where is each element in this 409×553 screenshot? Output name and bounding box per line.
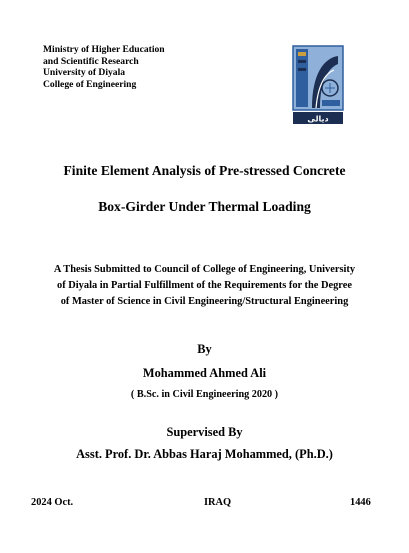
by-label: By <box>197 342 212 356</box>
title-line-1: Finite Element Analysis of Pre-stressed Concrete <box>63 163 346 178</box>
thesis-statement <box>0 262 409 310</box>
institution-line-research: and Scientific Research <box>43 55 139 67</box>
title-line-2: Box-Girder Under Thermal Loading <box>98 199 311 214</box>
thesis-line-2: of Diyala in Partial Fulfillment of the Requirements for the Degree <box>57 280 352 291</box>
footer-hijri-year: 1446 <box>350 497 371 508</box>
author-name: Mohammed Ahmed Ali <box>142 366 267 380</box>
institution-block <box>43 44 165 90</box>
institution-line-university: University of Diyala <box>43 67 126 79</box>
footer-date: 2024 Oct. <box>31 497 74 508</box>
thesis-line-3: of Master of Science in Civil Engineering/Structural Engineering <box>60 296 349 307</box>
thesis-line-1: A Thesis Submitted to Council of College of Engineering, University <box>53 264 356 275</box>
logo-wordmark: ديالى <box>307 114 329 124</box>
institution-line-college: College of Engineering <box>43 78 137 90</box>
supervisor-name: Asst. Prof. Dr. Abbas Haraj Mohammed, (Ph.D.) <box>76 447 333 461</box>
university-logo <box>290 44 346 126</box>
institution-line-ministry: Ministry of Higher Education <box>43 44 165 55</box>
supervised-by-label: Supervised By <box>166 425 243 439</box>
author-degree: ( B.Sc. in Civil Engineering 2020 ) <box>130 389 279 400</box>
footer-country: IRAQ <box>204 497 232 508</box>
